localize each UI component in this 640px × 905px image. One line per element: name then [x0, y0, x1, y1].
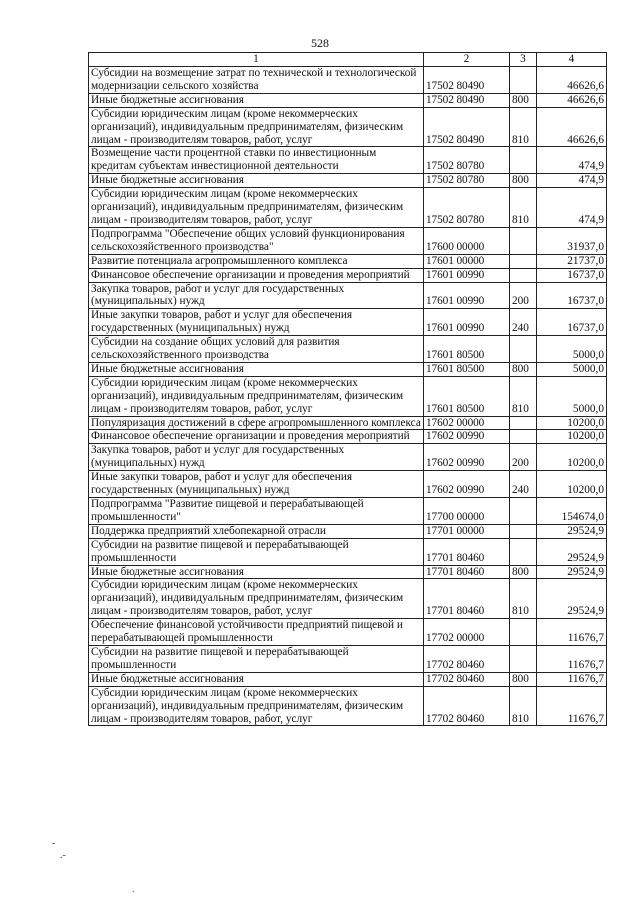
row-code: 17601 80500	[424, 376, 510, 416]
table-row	[89, 174, 607, 188]
row-code: 17601 00990	[424, 309, 510, 336]
row-amount: 10200,0	[537, 430, 607, 444]
row-name: Развитие потенциала агропромышленного комплекса	[89, 254, 424, 268]
row-amount: 29524,9	[537, 538, 607, 565]
row-amount: 29524,9	[537, 579, 607, 619]
row-vr: 240	[510, 471, 537, 498]
row-amount: 11676,7	[537, 672, 607, 686]
row-name: Подпрограмма "Развитие пищевой и перерабатывающей промышленности"	[89, 498, 424, 525]
row-amount: 31937,0	[537, 227, 607, 254]
row-name: Иные бюджетные ассигнования	[89, 362, 424, 376]
row-vr: 810	[510, 188, 537, 228]
row-code: 17602 00990	[424, 430, 510, 444]
row-code: 17502 80490	[424, 107, 510, 147]
row-name: Популяризация достижений в сфере агропромышленного комплекса	[89, 416, 424, 430]
row-code: 17502 80780	[424, 188, 510, 228]
row-name: Субсидии юридическим лицам (кроме некоммерческих организаций), индивидуальным предпринимателям, физическим лицам - производителям товаров, работ, услуг	[89, 188, 424, 228]
table-row	[89, 227, 607, 254]
row-vr	[510, 254, 537, 268]
row-amount: 29524,9	[537, 565, 607, 579]
row-name: Финансовое обеспечение организации и проведения мероприятий	[89, 430, 424, 444]
row-vr: 800	[510, 93, 537, 107]
table-row	[89, 416, 607, 430]
row-vr: 800	[510, 174, 537, 188]
row-vr	[510, 498, 537, 525]
header-col-4: 4	[537, 53, 607, 67]
row-code: 17702 80460	[424, 672, 510, 686]
row-amount: 46626,6	[537, 67, 607, 94]
row-name: Иные закупки товаров, работ и услуг для обеспечения государственных (муниципальных) нужд	[89, 471, 424, 498]
row-name: Субсидии юридическим лицам (кроме некоммерческих организаций), индивидуальным предпринимателям, физическим лицам - производителям товаров, работ, услуг	[89, 579, 424, 619]
table-row	[89, 619, 607, 646]
table-row	[89, 93, 607, 107]
row-vr: 200	[510, 444, 537, 471]
table-row	[89, 686, 607, 726]
row-vr	[510, 227, 537, 254]
row-amount: 16737,0	[537, 268, 607, 282]
row-amount: 16737,0	[537, 309, 607, 336]
row-vr: 800	[510, 565, 537, 579]
row-vr	[510, 430, 537, 444]
table-body	[89, 67, 607, 726]
table-row	[89, 362, 607, 376]
table-row	[89, 645, 607, 672]
row-name: Поддержка предприятий хлебопекарной отрасли	[89, 524, 424, 538]
row-vr: 800	[510, 362, 537, 376]
row-vr	[510, 268, 537, 282]
row-vr: 810	[510, 376, 537, 416]
row-code: 17702 00000	[424, 619, 510, 646]
row-name: Иные бюджетные ассигнования	[89, 672, 424, 686]
table-row	[89, 268, 607, 282]
row-amount: 474,9	[537, 147, 607, 174]
table-row	[89, 498, 607, 525]
row-code: 17601 00990	[424, 268, 510, 282]
row-vr	[510, 538, 537, 565]
row-vr	[510, 619, 537, 646]
row-vr	[510, 416, 537, 430]
row-amount: 11676,7	[537, 686, 607, 726]
row-amount: 5000,0	[537, 362, 607, 376]
row-code: 17502 80780	[424, 147, 510, 174]
row-name: Субсидии юридическим лицам (кроме некоммерческих организаций), индивидуальным предпринимателям, физическим лицам - производителям товаров, работ, услуг	[89, 107, 424, 147]
row-code: 17600 00000	[424, 227, 510, 254]
row-code: 17701 00000	[424, 524, 510, 538]
row-vr: 200	[510, 282, 537, 309]
table-row	[89, 524, 607, 538]
row-name: Субсидии юридическим лицам (кроме некоммерческих организаций), индивидуальным предпринимателям, физическим лицам - производителям товаров, работ, услуг	[89, 376, 424, 416]
row-name: Иные бюджетные ассигнования	[89, 174, 424, 188]
margin-mark: -	[52, 838, 56, 849]
row-amount: 11676,7	[537, 645, 607, 672]
row-code: 17602 00990	[424, 471, 510, 498]
table-row	[89, 430, 607, 444]
row-amount: 474,9	[537, 188, 607, 228]
row-amount: 46626,6	[537, 93, 607, 107]
row-amount: 11676,7	[537, 619, 607, 646]
row-name: Подпрограмма "Обеспечение общих условий функционирования сельскохозяйственного производства"	[89, 227, 424, 254]
row-name: Иные закупки товаров, работ и услуг для обеспечения государственных (муниципальных) нужд	[89, 309, 424, 336]
row-vr	[510, 645, 537, 672]
header-col-3: 3	[510, 53, 537, 67]
row-vr: 810	[510, 579, 537, 619]
row-name: Субсидии на развитие пищевой и перерабатывающей промышленности	[89, 538, 424, 565]
row-code: 17701 80460	[424, 538, 510, 565]
row-name: Финансовое обеспечение организации и проведения мероприятий	[89, 268, 424, 282]
row-vr: 810	[510, 686, 537, 726]
row-code: 17701 80460	[424, 565, 510, 579]
margin-mark: .	[132, 884, 135, 895]
table-row	[89, 309, 607, 336]
row-code: 17602 00990	[424, 444, 510, 471]
row-name: Субсидии юридическим лицам (кроме некоммерческих организаций), индивидуальным предпринимателям, физическим лицам - производителям товаров, работ, услуг	[89, 686, 424, 726]
row-vr	[510, 524, 537, 538]
row-code: 17601 80500	[424, 362, 510, 376]
row-name: Закупка товаров, работ и услуг для государственных (муниципальных) нужд	[89, 444, 424, 471]
row-name: Возмещение части процентной ставки по инвестиционным кредитам субъектам инвестиционной деятельности	[89, 147, 424, 174]
row-vr	[510, 147, 537, 174]
table-row	[89, 107, 607, 147]
table-row	[89, 565, 607, 579]
row-amount: 5000,0	[537, 336, 607, 363]
table-row	[89, 672, 607, 686]
table-row	[89, 147, 607, 174]
row-amount: 10200,0	[537, 416, 607, 430]
header-col-2: 2	[424, 53, 510, 67]
row-amount: 154674,0	[537, 498, 607, 525]
budget-table	[88, 52, 607, 726]
table-row	[89, 376, 607, 416]
row-code: 17502 80780	[424, 174, 510, 188]
row-vr: 240	[510, 309, 537, 336]
row-code: 17701 80460	[424, 579, 510, 619]
table-row	[89, 67, 607, 94]
row-vr: 810	[510, 107, 537, 147]
row-vr	[510, 67, 537, 94]
table-row	[89, 471, 607, 498]
table-row	[89, 444, 607, 471]
row-code: 17602 00000	[424, 416, 510, 430]
row-code: 17700 00000	[424, 498, 510, 525]
table-row	[89, 538, 607, 565]
row-amount: 10200,0	[537, 471, 607, 498]
row-name: Иные бюджетные ассигнования	[89, 565, 424, 579]
table-row	[89, 254, 607, 268]
row-amount: 10200,0	[537, 444, 607, 471]
row-amount: 5000,0	[537, 376, 607, 416]
table-row	[89, 579, 607, 619]
page-number: 528	[311, 36, 329, 50]
row-code: 17702 80460	[424, 686, 510, 726]
row-code: 17601 00990	[424, 282, 510, 309]
row-vr: 800	[510, 672, 537, 686]
row-name: Субсидии на возмещение затрат по технической и технологической модернизации сельского хозяйства	[89, 67, 424, 94]
row-amount: 46626,6	[537, 107, 607, 147]
header-row	[89, 53, 607, 67]
row-name: Субсидии на развитие пищевой и перерабатывающей промышленности	[89, 645, 424, 672]
table-row	[89, 188, 607, 228]
row-code: 17502 80490	[424, 67, 510, 94]
row-name: Иные бюджетные ассигнования	[89, 93, 424, 107]
row-code: 17702 80460	[424, 645, 510, 672]
row-code: 17601 00000	[424, 254, 510, 268]
row-amount: 21737,0	[537, 254, 607, 268]
table-row	[89, 336, 607, 363]
row-amount: 474,9	[537, 174, 607, 188]
header-col-1: 1	[89, 53, 424, 67]
row-amount: 16737,0	[537, 282, 607, 309]
row-code: 17502 80490	[424, 93, 510, 107]
row-name: Обеспечение финансовой устойчивости предприятий пищевой и перерабатывающей промышленности	[89, 619, 424, 646]
row-code: 17601 80500	[424, 336, 510, 363]
table-row	[89, 282, 607, 309]
row-amount: 29524,9	[537, 524, 607, 538]
row-name: Закупка товаров, работ и услуг для государственных (муниципальных) нужд	[89, 282, 424, 309]
row-name: Субсидии на создание общих условий для развития сельскохозяйственного производства	[89, 336, 424, 363]
row-vr	[510, 336, 537, 363]
margin-mark: .-	[60, 850, 66, 861]
